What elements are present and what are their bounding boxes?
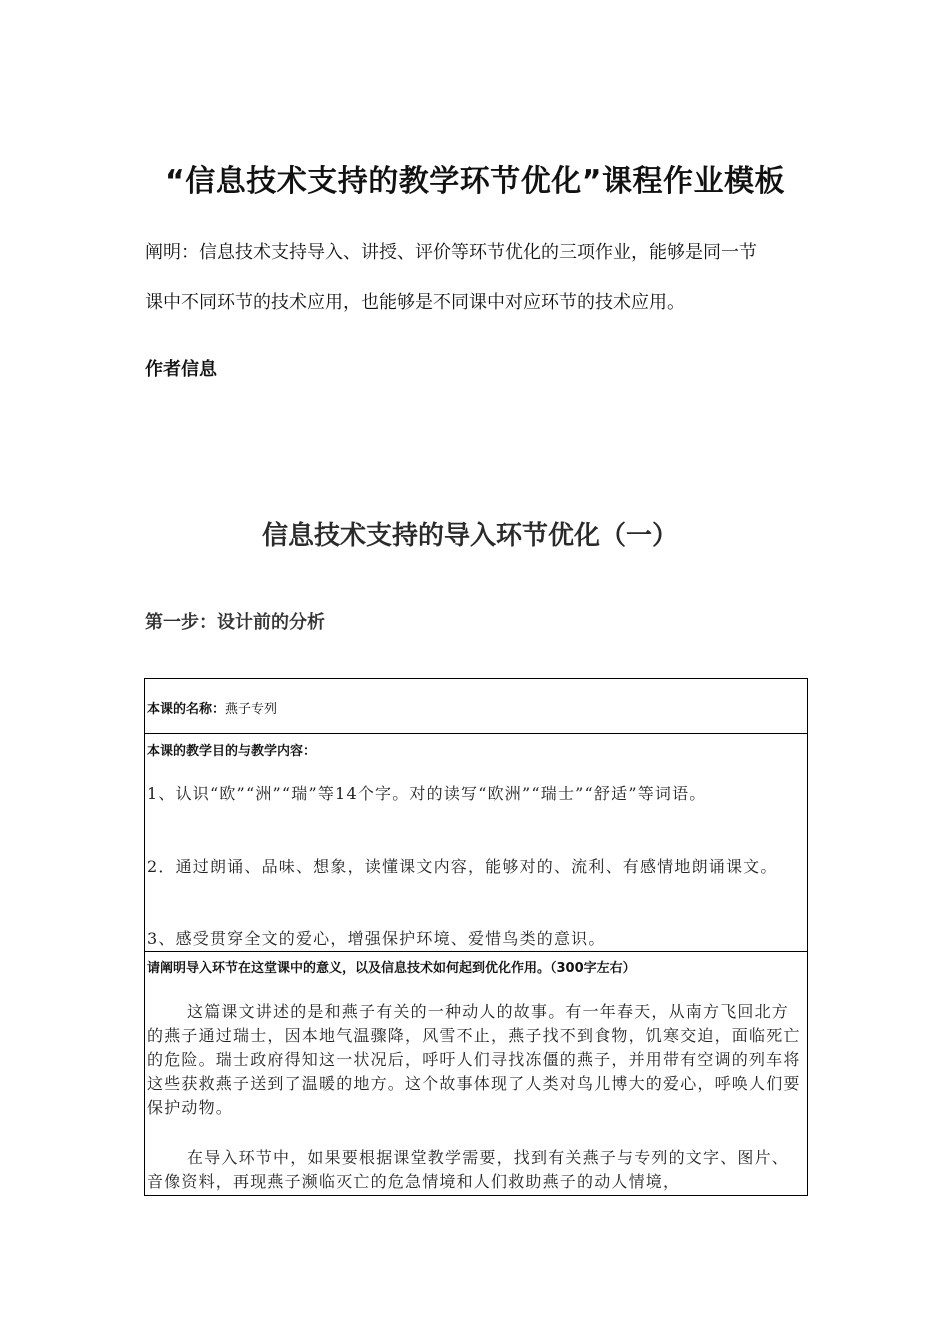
lesson-name-cell: [147, 698, 277, 717]
goals-row: [145, 734, 807, 952]
goal-item: 2．通过朗诵、品味、想象，读懂课文内容，能够对的、流利、有感情地朗诵课文。: [147, 857, 778, 876]
goal-item: 3、感受贯穿全文的爱心，增强保护环境、爱惜鸟类的意识。: [147, 929, 606, 948]
lesson-name-label: 本课的名称：: [147, 702, 226, 717]
question-label: 请阐明导入环节在这堂课中的意义，以及信息技术如何起到优化作用。（300字左右）: [147, 961, 636, 976]
analysis-table: [144, 678, 808, 1196]
answer-paragraph: 这篇课文讲述的是和燕子有关的一种动人的故事。有一年春天，从南方飞回北方的燕子通过瑞士，因本地气温骤降，风雪不止，燕子找不到食物，饥寒交迫，面临死亡的危险。瑞士政府得知这一状况后，呼吁人们寻找冻僵的燕子，并用带有空调的列车将这些获救燕子送到了温暖的地方。这个故事体现了人类对鸟儿博大的爱心，呼唤人们要保护动物。: [147, 1002, 801, 1117]
intro-line-1: 阐明：信息技术支持导入、讲授、评价等环节优化的三项作业，能够是同一节: [145, 242, 757, 263]
goal-item: 1、认识“欧”“洲”“瑞”等14个字。对的读写“欧洲”“瑞士”“舒适”等词语。: [147, 784, 707, 803]
lesson-name-value: 燕子专列: [225, 702, 278, 717]
goals-label: 本课的教学目的与教学内容：: [147, 744, 317, 759]
author-info-heading: 作者信息: [145, 359, 217, 380]
step-heading: 第一步：设计前的分析: [145, 612, 325, 633]
intro-line-2: 课中不同环节的技术应用，也能够是不同课中对应环节的技术应用。: [145, 292, 685, 313]
lesson-name-row: [145, 679, 807, 734]
document-title: “信息技术支持的教学环节优化”课程作业模板: [165, 164, 785, 199]
section-title: 信息技术支持的导入环节优化（一）: [261, 521, 678, 551]
question-row: [145, 952, 807, 1196]
answer-paragraph: 在导入环节中，如果要根据课堂教学需要，找到有关燕子与专列的文字、图片、音像资料，再现燕子濒临灭亡的危急情境和人们救助燕子的动人情境，: [147, 1148, 790, 1191]
